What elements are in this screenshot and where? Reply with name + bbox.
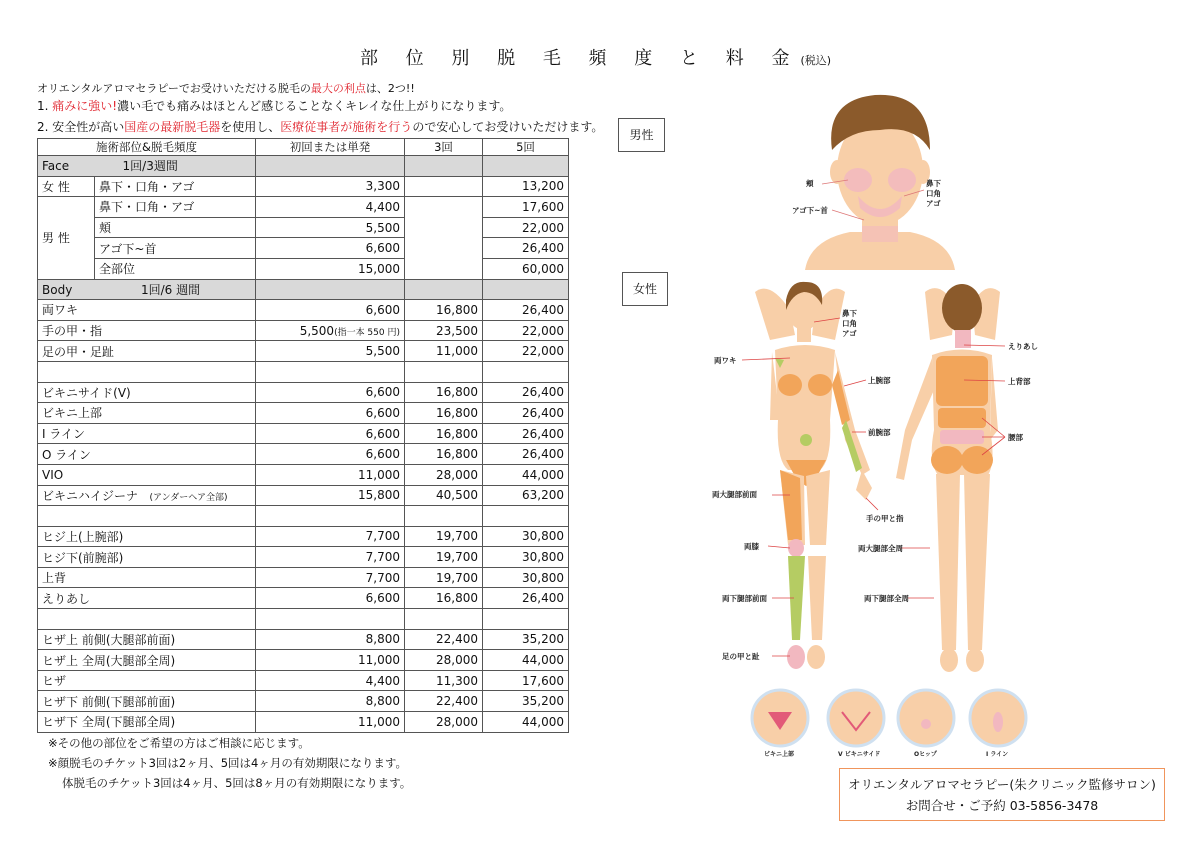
female-front-figure	[712, 282, 904, 669]
armpit-label: 両ワキ	[714, 356, 737, 365]
table-row: ヒザ上 全周(大腿部全周) 11,000 28,000 44,000	[38, 650, 569, 671]
foot-label: 足の甲と趾	[722, 652, 760, 661]
table-row: ヒザ上 前側(大腿部前面) 8,800 22,400 35,200	[38, 629, 569, 650]
section-face: Face 1回/3週間	[38, 156, 569, 177]
table-row: VIO 11,000 28,000 44,000	[38, 464, 569, 485]
note-1: ※その他の部位をご希望の方はご相談に応じます。	[48, 736, 310, 750]
male-cheek-label: 頬	[806, 179, 814, 188]
o-line-label: Oヒップ	[914, 751, 937, 758]
nape-label: えりあし	[1008, 342, 1038, 351]
upper-arm-label: 上腕部	[868, 376, 891, 385]
lower-back-label: 腰部	[1008, 433, 1023, 442]
forearm-label: 前腕部	[868, 428, 891, 437]
male-nose-label: 鼻下	[926, 179, 941, 188]
table-row: ビキニサイド(V) 6,600 16,800 26,400	[38, 382, 569, 403]
knee-label: 両膝	[744, 542, 759, 551]
benefit-2: 2. 安全性が高い国産の最新脱毛器を使用し、医療従事者が施術を行うので安心してお受けいただけます。	[37, 120, 604, 134]
female-tag: 女性	[622, 272, 668, 306]
male-chin-label: アゴ下~首	[792, 206, 828, 215]
thigh-front-label: 両大腿部前面	[712, 490, 757, 499]
male-jaw-label: アゴ	[926, 199, 941, 208]
bikini-side-label: V ビキニサイド	[838, 751, 881, 758]
contact-box	[839, 768, 1165, 821]
bikini-top-label: ビキニ上部	[764, 751, 795, 758]
female-nose-label: 鼻下	[842, 309, 857, 318]
male-tag: 男性	[618, 118, 665, 152]
intro-text: オリエンタルアロマセラピーでお受けいただける脱毛の最大の利点は、2つ!!	[37, 82, 415, 95]
table-row: ビキニハイジーナ (アンダーヘア全部) 15,800 40,500 63,200	[38, 485, 569, 506]
table-row: 上背 7,700 19,700 30,800	[38, 567, 569, 588]
table-row: アゴ下~首 6,600 26,400	[38, 238, 569, 259]
shin-front-label: 両下腿部前面	[722, 594, 767, 603]
male-mouth-label: 口角	[926, 189, 941, 198]
table-row: ヒザ 4,400 11,300 17,600	[38, 670, 569, 691]
table-row: 頬 5,500 22,000	[38, 217, 569, 238]
table-row: 男 性 鼻下・口角・アゴ 4,400 17,600	[38, 197, 569, 218]
shin-all-label: 両下腿部全周	[864, 594, 909, 603]
page-title: 部 位 別 脱 毛 頻 度 と 料 金(税込)	[359, 48, 832, 69]
contact-phone: お問合せ・ご予約 03-5856-3478	[905, 798, 1099, 813]
table-row: I ライン 6,600 16,800 26,400	[38, 423, 569, 444]
table-row: ヒザ下 前側(下腿部前面) 8,800 22,400 35,200	[38, 691, 569, 712]
table-row: 両ワキ 6,600 16,800 26,400	[38, 300, 569, 321]
upper-back-label: 上背部	[1008, 377, 1031, 386]
bikini-zone-circles	[752, 690, 1026, 758]
hand-label: 手の甲と指	[866, 514, 904, 523]
table-row: 足の甲・足趾 5,500 11,000 22,000	[38, 341, 569, 362]
benefit-1: 1. 痛みに強い!濃い毛でも痛みはほとんど感じることなくキレイな仕上がりになります。	[37, 99, 512, 113]
note-2: ※顔脱毛のチケット3回は2ヶ月、5回は4ヶ月の有効期限になります。	[48, 756, 407, 770]
table-row: 全部位 15,000 60,000	[38, 258, 569, 279]
table-row: ビキニ上部 6,600 16,800 26,400	[38, 403, 569, 424]
i-line-label: I ライン	[986, 751, 1009, 758]
table-row: ヒザ下 全周(下腿部全周) 11,000 28,000 44,000	[38, 712, 569, 733]
table-row: 女 性 鼻下・口角・アゴ 3,300 13,200	[38, 176, 569, 197]
table-row: ヒジ下(前腕部) 7,700 19,700 30,800	[38, 547, 569, 568]
female-mouth-label: 口角	[842, 319, 857, 328]
female-jaw-label: アゴ	[842, 329, 857, 338]
table-header: 施術部位&脱毛頻度 初回または単発 3回 5回	[38, 139, 569, 156]
table-row: O ライン 6,600 16,800 26,400	[38, 444, 569, 465]
table-row: 手の甲・指 5,500(指一本 550 円) 23,500 22,000	[38, 320, 569, 341]
section-body: Body 1回/6 週間	[38, 279, 569, 300]
clinic-name: オリエンタルアロマセラピー(朱クリニック監修サロン)	[848, 777, 1156, 792]
female-back-figure	[858, 284, 1038, 672]
note-3: 体脱毛のチケット3回は4ヶ月、5回は8ヶ月の有効期限になります。	[62, 776, 412, 790]
thigh-all-label: 両大腿部全周	[858, 544, 903, 553]
table-row: ヒジ上(上腕部) 7,700 19,700 30,800	[38, 526, 569, 547]
male-figure	[792, 95, 955, 270]
table-row: えりあし 6,600 16,800 26,400	[38, 588, 569, 609]
